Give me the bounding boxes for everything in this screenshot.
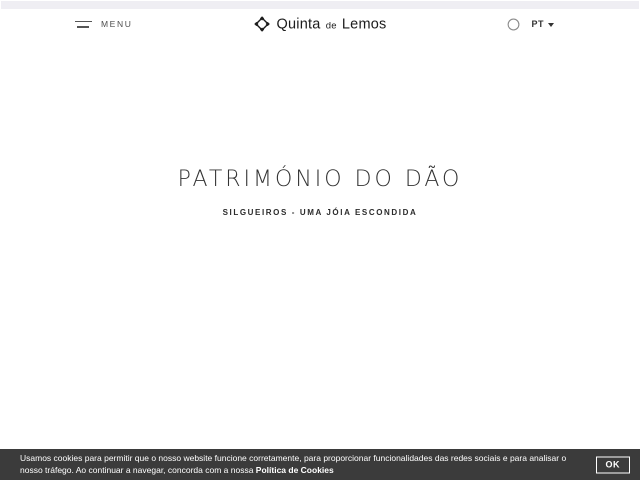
caret-down-icon — [548, 23, 554, 27]
hamburger-icon — [75, 21, 92, 28]
header-right-group — [507, 18, 554, 31]
cookie-message — [20, 453, 576, 476]
header — [0, 10, 640, 38]
cookie-policy-link[interactable]: Política de Cookies — [255, 464, 334, 475]
language-selector[interactable] — [531, 19, 554, 29]
brand-name — [277, 16, 387, 32]
page-subtitle: SILGUEIROS - UMA JÓIA ESCONDIDA — [222, 208, 418, 217]
menu-label: MENU — [101, 19, 133, 29]
brand-logo[interactable] — [254, 16, 387, 33]
top-strip — [1, 1, 639, 9]
brand-word-quinta: Quinta — [276, 16, 321, 32]
menu-button[interactable] — [75, 19, 132, 29]
hero-section — [0, 167, 640, 217]
cookie-ok-button[interactable]: OK — [596, 456, 631, 473]
cookie-message-text: Usamos cookies para permitir que o nosso website funcione corretamente, para proporcionar funcionalidades das redes sociais e para analisar o nosso tráfego. Ao continuar a navegar, concorda com a nossa — [20, 453, 567, 475]
diamond-clover-icon — [254, 16, 271, 33]
brand-word-lemos: Lemos — [341, 16, 387, 32]
language-label: PT — [531, 19, 544, 29]
circle-icon[interactable] — [507, 18, 520, 31]
brand-word-de: de — [325, 20, 337, 31]
cookie-banner — [0, 449, 640, 480]
page-title: PATRIMÓNIO DO DÃO — [177, 167, 463, 192]
